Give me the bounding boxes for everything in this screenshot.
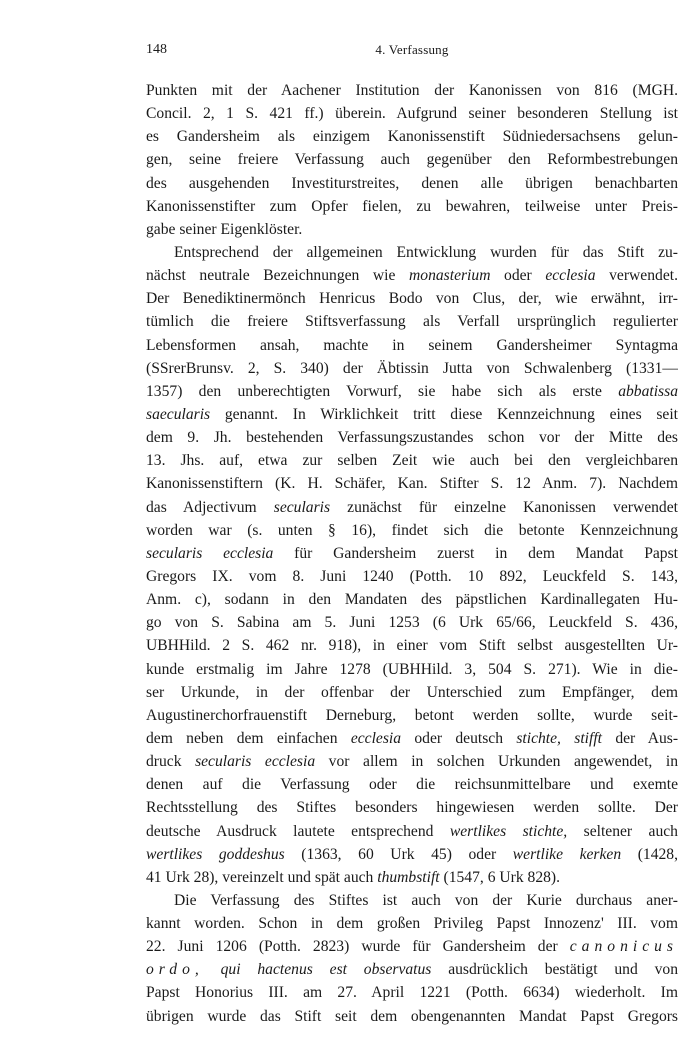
text-line [146,357,678,380]
text-run: Kanonissenstifter zum Opfer fielen, zu bewahren, teilweise unter Preis- [146,197,678,215]
text-line [146,519,678,542]
text-run: druck [146,753,196,771]
text-run: Augustinerchorfrauenstift Derneburg, betont werden sollte, wurde seit- [146,706,678,724]
text-run: 22. Juni 1206 (Potth. 2823) wurde für Gandersheim der [146,938,570,956]
text-line [146,866,678,889]
text-run: vor allem in solchen Urkunden angewendet, in [315,753,678,771]
text-line [146,542,678,565]
text-line [146,79,678,102]
text-line [146,750,678,773]
text-line [146,681,678,704]
emphasis-text: stichte, stifft [516,729,602,747]
text-run: für Gandersheim zuerst in dem Mandat Papst [273,544,678,562]
text-run: ausdrücklich bestätigt und von [431,961,678,979]
text-line [146,634,678,657]
text-run: 1357) den unberechtigten Vorwurf, sie habe sich als erste [146,382,619,400]
emphasis-text: wertlike kerken [512,845,622,863]
text-line [146,172,678,195]
text-run: Papst Honorius III. am 27. April 1221 (Potth. 6634) wiederholt. Im [146,984,678,1002]
emphasis-text: ecclesia [545,267,596,285]
text-run: nächst neutrale Bezeichnungen wie [146,267,410,285]
text-run: Concil. 2, 1 S. 421 ff.) überein. Aufgrund seiner besonderen Stellung ist [146,105,678,123]
text-line [146,496,678,519]
text-run: gen, seine freiere Verfassung auch gegenüber den Reformbestrebungen [146,151,678,169]
text-run: des ausgehenden Investiturstreites, denen alle übrigen benachbarten [146,174,678,192]
text-run: das Adjectivum [146,498,274,516]
text-line [146,334,678,357]
text-run: genannt. In Wirklichkeit tritt diese Kennzeichnung eines seit [210,405,678,423]
emphasis-text: ordo, [146,961,204,979]
text-run: worden war (s. unten § 16), findet sich die betonte Kennzeichnung [146,521,678,539]
text-run: dem neben dem einfachen [146,729,351,747]
text-line [146,935,678,958]
text-run: gabe seiner Eigenklöster. [146,220,303,238]
text-run [204,961,221,978]
emphasis-text: qui hactenus est observatus [220,961,432,979]
text-line [146,958,678,981]
text-line [146,403,678,426]
text-line [146,241,678,264]
text-line [146,796,678,819]
emphasis-text: thumbstift [377,868,440,886]
body-text [146,79,678,1028]
text-line [146,310,678,333]
emphasis-text: secularis [273,498,331,516]
text-run: dem 9. Jh. bestehenden Verfassungszustandes schon vor der Mitte des [146,429,678,447]
chapter-title: 4. Verfassung [375,42,449,57]
page-number: 148 [146,42,167,57]
text-run: ser Urkunde, in der offenbar der Unterschied zum Empfänger, dem [146,683,678,701]
emphasis-text: abbatissa [618,382,678,400]
text-run: zunächst für einzelne Kanonissen verwendet [330,498,678,516]
text-line [146,843,678,866]
text-run: oder [490,267,546,285]
text-run: Anm. c), sodann in den Mandaten des päpstlichen Kardinallegaten Hu- [146,591,678,609]
text-run: UBHHild. 2 S. 462 nr. 918), in einer vom Stift selbst ausgestellten Ur- [146,637,678,655]
text-line [146,102,678,125]
text-run: der Aus- [602,729,678,747]
text-run: Kanonissenstiftern (K. H. Schäfer, Kan. Stifter S. 12 Anm. 7). Nachdem [146,475,678,493]
text-run: deutsche Ausdruck lautete entsprechend [146,822,450,840]
text-line [146,704,678,727]
text-run: 41 Urk 28), vereinzelt und spät auch [146,868,378,886]
text-run: kunde erstmalig im Jahre 1278 (UBHHild. 3, 504 S. 271). Wie in die- [146,660,678,678]
text-run: verwendet. [595,267,678,285]
text-line [146,218,678,241]
text-line [146,773,678,796]
text-run: Entsprechend der allgemeinen Entwicklung wurden für das Stift zu- [174,243,678,261]
text-line [146,611,678,634]
running-head [146,38,678,62]
text-line [146,287,678,310]
text-run: Die Verfassung des Stiftes ist auch von der Kurie durchaus aner- [174,891,678,909]
text-run: übrigen wurde das Stift seit dem obengenannten Mandat Papst Gregors [146,1007,678,1025]
emphasis-text: wertlikes goddeshus [146,845,285,863]
text-line [146,912,678,935]
text-run: 13. Jhs. auf, etwa zur selben Zeit wie auch bei den vergleichbaren [146,452,678,470]
text-run: Lebensformen ansah, machte in seinem Gandersheimer Syntagma [146,336,678,354]
text-run: oder deutsch [401,729,517,747]
text-run: Rechtsstellung des Stiftes besonders hingewiesen werden sollte. Der [146,799,678,817]
emphasis-text: wertlikes stichte, [449,822,568,840]
text-run: denen auf die Verfassung oder die reichsunmittelbare und exemte [146,776,678,794]
text-line [146,472,678,495]
text-run: seltener auch [567,822,678,840]
emphasis-text: ecclesia [350,729,402,747]
emphasis-text: secularis ecclesia [146,544,274,562]
text-run: Gregors IX. vom 8. Juni 1240 (Potth. 10 892, Leuckfeld S. 143, [146,567,678,585]
text-line [146,1005,678,1028]
text-line [146,889,678,912]
text-line [146,565,678,588]
emphasis-text: secularis ecclesia [195,753,316,771]
emphasis-text: monasterium [409,267,491,285]
text-run: (1363, 60 Urk 45) oder [284,845,513,863]
text-line [146,195,678,218]
text-line [146,264,678,287]
text-run: (1547, 6 Urk 828). [439,868,561,886]
emphasis-text: saecularis [146,405,211,423]
emphasis-text: canonicus [569,938,678,956]
text-line [146,148,678,171]
text-line [146,588,678,611]
text-line [146,380,678,403]
text-line [146,426,678,449]
text-run: es Gandersheim als einzigem Kanonissenstift Südniedersachsens gelun- [146,128,678,146]
text-run: Der Benediktinermönch Henricus Bodo von Clus, der, wie erwähnt, irr- [146,290,678,308]
text-line [146,125,678,148]
text-run: (1428, [621,845,678,863]
text-run: kannt worden. Schon in dem großen Privileg Papst Innozenz' III. vom [146,915,678,933]
text-line [146,820,678,843]
text-run: tümlich die freiere Stiftsverfassung als Verfall ursprünglich regulierter [146,313,678,331]
text-line [146,658,678,681]
text-run: Punkten mit der Aachener Institution der Kanonissen von 816 (MGH. [146,82,678,99]
text-line [146,981,678,1004]
text-line [146,449,678,472]
text-run: go von S. Sabina am 5. Juni 1253 (6 Urk 65/66, Leuckfeld S. 436, [146,614,678,632]
text-run: (SSrerBrunsv. 2, S. 340) der Äbtissin Jutta von Schwalenberg (1331— [146,359,678,377]
text-line [146,727,678,750]
